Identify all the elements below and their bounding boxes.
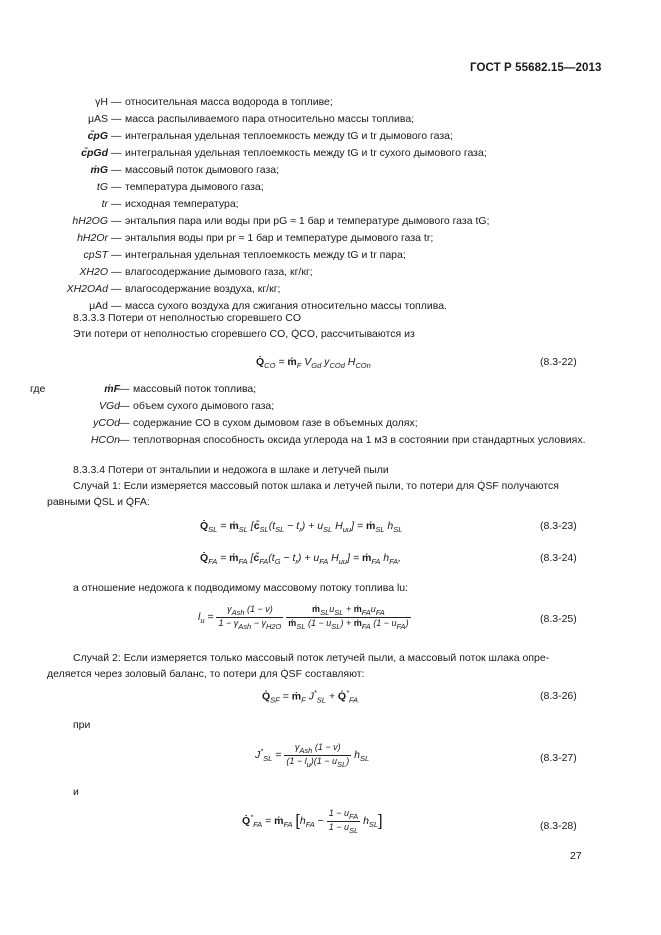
definition-row: μAS — масса распыливаемого пара относительно массы топлива; [30, 111, 610, 128]
symbol: μAd [89, 300, 108, 312]
definition-row: hH2Or — энтальпия воды при pr ≈ 1 бар и температуре дымового газа tr; [30, 230, 610, 247]
section-heading: 8.3.3.4 Потери от энтальпии и недожога в шлаке и летучей пыли [73, 464, 389, 476]
definition-row: tr — исходная температура; [30, 196, 610, 213]
definition-text: интегральная удельная теплоемкость между tG и tr дымового газа; [125, 130, 453, 142]
definition-row: XH2O — влагосодержание дымового газа, кг/кг; [30, 264, 610, 281]
definition-text: влагосодержание воздуха, кг/кг; [125, 283, 281, 295]
symbol: μAS [87, 113, 108, 125]
definition-text: влагосодержание дымового газа, кг/кг; [125, 266, 313, 278]
definition-text: теплотворная способность оксида углерода на 1 м3 в состоянии при стандартных условиях. [133, 434, 586, 446]
definition-row: c̄pGd — интегральная удельная теплоемкость между tG и tr сухого дымового газа; [30, 145, 610, 162]
definition-text: массовый поток топлива; [133, 383, 257, 395]
paragraph: и [73, 786, 79, 798]
symbol: c̄pG [87, 130, 108, 142]
paragraph: равными Q̇SL и Q̇FA: [47, 496, 150, 508]
symbol: tr [101, 198, 108, 210]
symbol: tG [96, 181, 108, 193]
symbol: c̄pGd [81, 147, 108, 159]
paragraph: Случай 1: Если измеряется массовый поток шлака и летучей пыли, то потери для Q̇SF получаются [73, 480, 559, 492]
definition-row: c̄pG — интегральная удельная теплоемкость между tG и tr дымового газа; [30, 128, 610, 145]
definition-row: VGd — объем сухого дымового газа; [30, 398, 630, 415]
equation-number: (8.3-27) [540, 752, 577, 764]
where-label: где [30, 383, 46, 395]
document-header: ГОСТ Р 55682.15—2013 [470, 62, 602, 74]
definition-text: энтальпия воды при pr ≈ 1 бар и температуре дымового газа tr; [125, 232, 434, 244]
equation-8-3-22: $Q̇_{CO}$ = ṁ$_F$ $V_{Gd}$ $y_{COd}$ $H_{COn}$ [256, 356, 371, 371]
equation-8-3-25: $l_u$ = $\frac{\gamma_{Ash} (1 - \nu)}{1 - \gamma_{Ash} - \gamma_{H2O}}$ $\frac{ṁ_{SL}u_{SL} + ṁ_{FA}u_{FA}}{ṁ_{SL} (1 - u_{SL}) + ṁ_{FA} (1 - u_{FA})}$ [198, 604, 409, 631]
symbol: ṁF [104, 383, 120, 395]
symbol: hH2OG [72, 215, 108, 227]
equation-8-3-23: $Q̇_{SL}$ = ṁ$_{SL}$ [$c̄_{SL}(t_{SL} - t_r) + u_{SL}$ $H_{uu}$] = ṁ$_{SL}$ $h_{SL}$ [200, 520, 403, 535]
definition-row: yCOd — содержание CO в сухом дымовом газе в объемных долях; [30, 415, 630, 432]
definition-text: температура дымового газа; [125, 181, 264, 193]
equation-number: (8.3-22) [540, 356, 577, 368]
definition-text: относительная масса водорода в топливе; [125, 96, 333, 108]
equation-8-3-24: $Q̇_{FA}$ = ṁ$_{FA}$ [$c̄_{FA}(t_G - t_r) + u_{FA}$ $H_{uu}$] = ṁ$_{FA}$ $h_{FA}$, [200, 552, 402, 567]
symbol: γH [95, 96, 108, 108]
equation-8-3-27: $J^*_{SL}$ = $\frac{\gamma_{Ash} (1 - \nu)}{(1 - l_u)(1 - u_{SL})}$ $h_{SL}$ [255, 742, 370, 769]
equation-number: (8.3-24) [540, 552, 577, 564]
symbol: hH2Or [77, 232, 108, 244]
definition-text: содержание CO в сухом дымовом газе в объемных долях; [133, 417, 418, 429]
paragraph: при [73, 719, 91, 731]
symbol: yCOd [93, 417, 120, 429]
symbol: XH2O [79, 266, 108, 278]
definitions-list-co [30, 381, 630, 449]
symbol: XH2OAd [66, 283, 108, 295]
symbol: ṁG [90, 164, 108, 176]
definition-row: XH2OAd — влагосодержание воздуха, кг/кг; [30, 281, 610, 298]
definition-text: исходная температура; [125, 198, 239, 210]
definition-row: ṁG — массовый поток дымового газа; [30, 162, 610, 179]
section-heading: 8.3.3.3 Потери от неполностью сгоревшего CO [73, 312, 302, 324]
equation-8-3-26: $Q̇_{SF}$ = ṁ$_F$ $J^*_{SL}$ + $Q̇^*_{FA}$ [262, 688, 359, 705]
definition-row: где ṁF — массовый поток топлива; [30, 381, 630, 398]
definition-text: интегральная удельная теплоемкость между tG и tr пара; [125, 249, 406, 261]
paragraph: Случай 2: Если измеряется только массовый поток летучей пыли, а массовый поток шлака опре- [73, 652, 550, 664]
equation-number: (8.3-26) [540, 690, 577, 702]
definition-text: объем сухого дымового газа; [133, 400, 275, 412]
definition-row: μAd — масса сухого воздуха для сжигания относительно массы топлива. [30, 298, 610, 315]
definition-row: HCOn — теплотворная способность оксида углерода на 1 м3 в состоянии при стандартных условиях. [30, 432, 630, 449]
paragraph: деляется через золовый баланс, то потери для Q̇SF составляют: [47, 668, 365, 680]
definition-text: масса распыливаемого пара относительно массы топлива; [125, 113, 415, 125]
definition-row: tG — температура дымового газа; [30, 179, 610, 196]
definition-row: hH2OG — энтальпия пара или воды при pG ≈ 1 бар и температуре дымового газа tG; [30, 213, 610, 230]
definitions-list [30, 94, 610, 315]
definition-row: γH — относительная масса водорода в топливе; [30, 94, 610, 111]
definition-text: массовый поток дымового газа; [125, 164, 280, 176]
definition-text: энтальпия пара или воды при pG ≈ 1 бар и температуре дымового газа tG; [125, 215, 490, 227]
equation-number: (8.3-25) [540, 613, 577, 625]
symbol: cpST [83, 249, 108, 261]
definition-text: масса сухого воздуха для сжигания относительно массы топлива. [125, 300, 447, 312]
definition-text: интегральная удельная теплоемкость между tG и tr сухого дымового газа; [125, 147, 487, 159]
paragraph: а отношение недожога к подводимому массовому потоку топлива lu: [73, 582, 409, 594]
paragraph: Эти потери от неполностью сгоревшего CO, Q̇CO, рассчитываются из [73, 328, 415, 340]
equation-number: (8.3-28) [540, 820, 577, 832]
symbol: HCOn [90, 434, 120, 446]
symbol: VGd [98, 400, 120, 412]
definition-row: cpST — интегральная удельная теплоемкость между tG и tr пара; [30, 247, 610, 264]
page-number: 27 [570, 850, 582, 862]
equation-number: (8.3-23) [540, 520, 577, 532]
equation-8-3-28: $Q̇^*_{FA}$ = ṁ$_{FA}$ [$h_{FA}$ − $\frac{1 - u_{FA}}{1 - u_{SL}}$ $h_{SL}$] [242, 808, 383, 835]
